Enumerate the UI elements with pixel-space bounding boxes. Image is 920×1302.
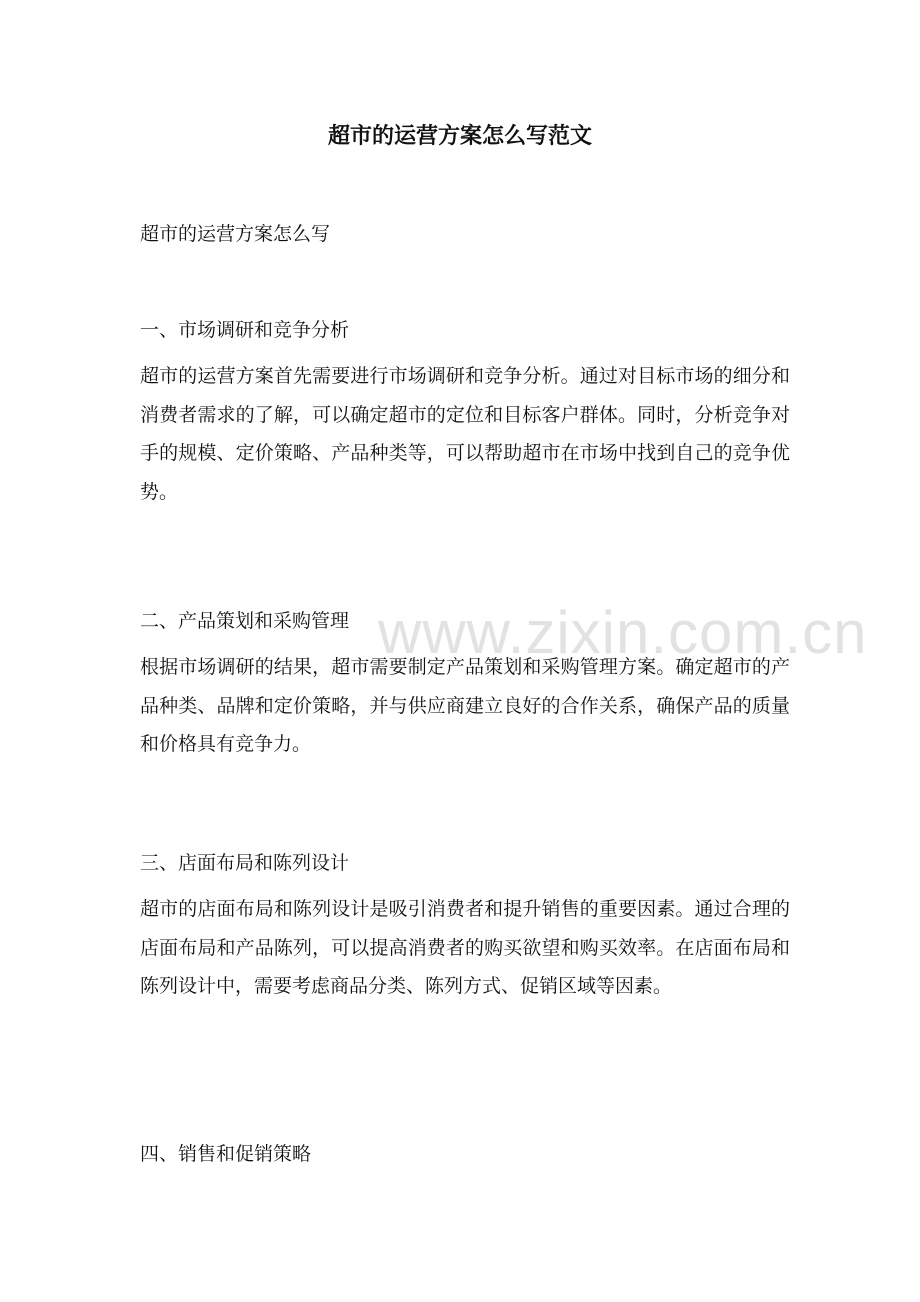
- watermark-text: www.zixin.com.cn: [378, 599, 868, 666]
- document-title: 超市的运营方案怎么写范文: [327, 123, 592, 149]
- section-heading-2: 二、产品策划和采购管理: [140, 610, 350, 632]
- section-heading-4: 四、销售和促销策略: [140, 1143, 312, 1165]
- section-heading-3: 三、店面布局和陈列设计: [140, 852, 350, 874]
- section-heading-1: 一、市场调研和竞争分析: [140, 319, 350, 341]
- section-body-1: 超市的运营方案首先需要进行市场调研和竞争分析。通过对目标市场的细分和消费者需求的了解，可以确定超市的定位和目标客户群体。同时，分析竞争对手的规模、定价策略、产品种类等，可以帮助超市在市场中找到自己的竞争优势。: [140, 365, 790, 503]
- section-body-2: 根据市场调研的结果，超市需要制定产品策划和采购管理方案。确定超市的产品种类、品牌和定价策略，并与供应商建立良好的合作关系，确保产品的质量和价格具有竞争力。: [140, 656, 790, 756]
- section-body-3: 超市的店面布局和陈列设计是吸引消费者和提升销售的重要因素。通过合理的店面布局和产品陈列，可以提高消费者的购买欲望和购买效率。在店面布局和陈列设计中，需要考虑商品分类、陈列方式、促销区域等因素。: [140, 898, 790, 998]
- document-subtitle: 超市的运营方案怎么写: [140, 223, 331, 245]
